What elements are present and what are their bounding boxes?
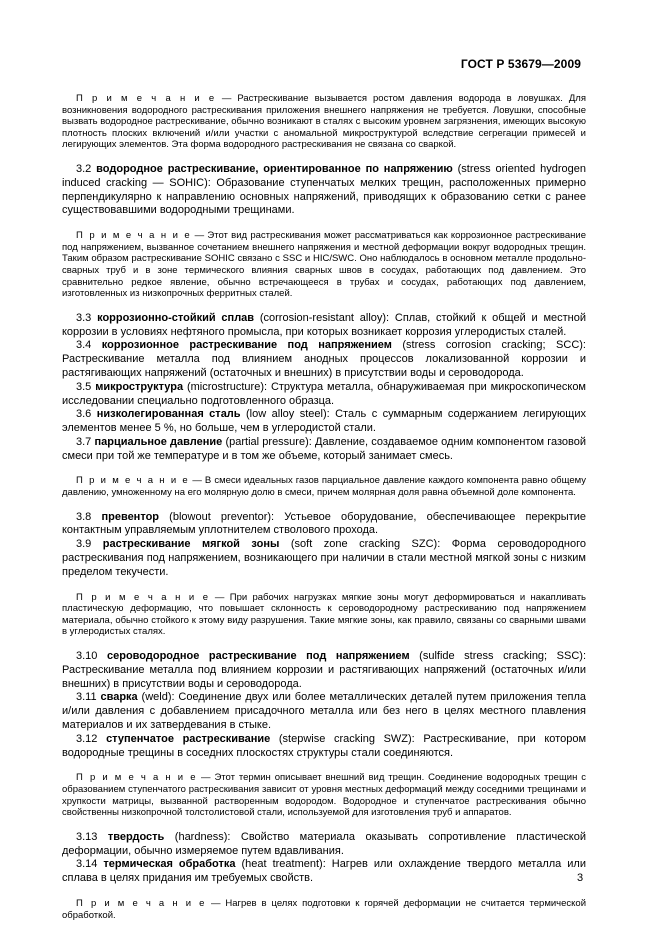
- note-paragraph: [62, 772, 586, 818]
- term-text: (stress corrosion cracking; SCC): Растрескивание металла под влиянием анодных процессов локализованной коррозии и растягивающих напряжений (остаточных и внешних) в присутствии воды и сероводорода.: [62, 339, 586, 379]
- note-paragraph: [62, 592, 586, 638]
- term-text: (sulfide stress cracking; SSC): Растрескивание металла под влиянием коррозии и растягивающих напряжений (остаточных и/или внешних) в присутствии воды и сероводорода.: [62, 650, 587, 690]
- term-definition: [62, 163, 586, 218]
- term-definition: [62, 339, 586, 380]
- term-number: 3.14: [76, 858, 98, 871]
- term-definition: [62, 733, 586, 761]
- term-name: низколегированная сталь: [96, 408, 241, 421]
- note-text: Растрескивание вызывается ростом давления водорода в ловушках. Для возникновения водородного растрескивания приложения внешнего напряжения не требуется. Ловушки, способные вызвать водородное растрескивание, обычно возникают в сталях с высоким уровнем загрязнения, имеющих высокую плотность плоских включений и/или участки с аномальной микроструктурой вследствие сегрегации примесей и легирующих элементов. Эта форма водородного растрескивания не связана со сваркой.: [62, 93, 586, 151]
- note-label: П р и м е ч а н и е: [76, 897, 207, 909]
- term-definition: [62, 650, 586, 691]
- term-definition: [62, 408, 586, 436]
- note-label: П р и м е ч а н и е: [76, 591, 210, 603]
- term-name: коррозионное растрескивание под напряжением: [101, 339, 392, 352]
- note-paragraph: [62, 230, 586, 300]
- note-dash: —: [197, 772, 215, 784]
- page-number: 3: [577, 872, 584, 884]
- term-definition: [62, 381, 586, 409]
- term-number: 3.12: [76, 732, 98, 745]
- note-dash: —: [206, 897, 226, 909]
- term-text: (weld): Соединение двух или более металлических деталей путем приложения тепла и/или давления с добавлением присадочного металла или без него в целях местного плавления материалов и их затвердевания в стыке.: [62, 691, 586, 732]
- term-number: 3.13: [76, 830, 98, 843]
- term-name: превентор: [101, 510, 160, 523]
- term-number: 3.3: [76, 311, 92, 324]
- term-name: сероводородное растрескивание под напряжением: [107, 650, 410, 663]
- note-label: П р и м е ч а н и е: [76, 93, 216, 104]
- term-text: (low alloy steel): Сталь с суммарным содержанием легирующих элементов менее 5 %, но больше, чем в углеродистой стали.: [62, 408, 586, 435]
- term-number: 3.9: [76, 538, 92, 551]
- term-definition: [62, 538, 586, 579]
- note-paragraph: [62, 475, 586, 498]
- term-number: 3.6: [76, 408, 92, 421]
- term-definition: [62, 858, 586, 886]
- note-paragraph: [62, 898, 586, 921]
- page-content: [62, 93, 586, 933]
- term-text: (soft zone cracking SZC): Форма сероводородного растрескивания под напряжением, возникающего при наличии в стали местной мягкой зоны с низким пределом текучести.: [62, 538, 586, 578]
- note-label: П р и м е ч а н и е: [76, 475, 190, 487]
- note-text: Этот термин описывает внешний вид трещин. Соединение водородных трещин с образованием ступенчатого растрескивания зависит от уровня местных деформаций между соседними трещинами и хрупкости матрицы, вызванной растворенным водородом. Водородное и ступенчатое растрескивания обычно свойственны низкопрочной толстолистовой стали, используемой для изготовления труб и аппаратов.: [62, 772, 586, 819]
- term-name: водородное растрескивание, ориентированное по напряжению: [96, 162, 453, 175]
- term-text: (heat treatment): Нагрев или охлаждение твердого металла или сплава в целях придания им требуемых свойств.: [62, 858, 586, 885]
- term-text: (hardness): Свойство материала оказывать сопротивление пластической деформации, обычно измеряемое путем вдавливания.: [62, 830, 587, 857]
- term-text: (stepwise cracking SWZ): Растрескивание, при котором водородные трещины в соседних плоскостях структуры стали соединяются.: [62, 732, 587, 759]
- term-number: 3.10: [76, 650, 98, 663]
- term-number: 3.11: [76, 691, 97, 704]
- term-text: (stress oriented hydrogen induced cracking — SOHIC): Образование ступенчатых мелких трещин, расположенных примерно перпендикулярно к направлению основных напряжений, приводящих к образованию сетки с ранее существовавшими водородными трещинами.: [62, 162, 587, 217]
- term-definition: [62, 831, 586, 859]
- term-number: 3.2: [76, 162, 92, 175]
- term-text: (corrosion-resistant alloy): Сплав, стойкий к общей и местной коррозии в условиях нефтяного промысла, при которых возникает коррозия углеродистых сталей.: [62, 311, 586, 338]
- note-text: В смеси идеальных газов парциальное давление каждого компонента равно общему давлению, умноженному на его молярную долю в смеси, причем молярная доля равна объемной доле компонента.: [62, 475, 586, 499]
- term-definition: [62, 691, 586, 732]
- term-text: (microstructure): Структура металла, обнаруживаемая при микроскопическом исследовании специально подготовленного образца.: [62, 380, 586, 407]
- term-definition: [62, 312, 586, 340]
- note-label: П р и м е ч а н и е: [76, 230, 192, 242]
- term-name: парциальное давление: [94, 435, 223, 448]
- note-text: При рабочих нагрузках мягкие зоны могут деформироваться и накапливать пластическую деформацию, что повышает склонность к сероводородному растрескиванию под напряжением материала, обычно стойкого к этому виду разрушения. Такие мягкие зоны, как правило, связаны со сварными швами в углеродистых сталях.: [62, 591, 586, 638]
- note-text: Этот вид растрескивания может рассматриваться как коррозионное растрескивание под напряжением, вызванное сочетанием внешнего напряжения и местной деформации вокруг водородных трещин. Таким образом растрескивание SOHIC связано с SSC и HIC/SWC. Оно наблюдалось в основном металле продольно-сварных труб и в зоне термического влияния сварных швов в сосудах, работающих под давлением. Это сравнительно редкое явление, обычно встречающееся в трубах и сосудах, работающих под давлением, изготовленных из низкопрочных ферритных сталей.: [62, 230, 586, 300]
- note-dash: —: [209, 591, 230, 603]
- term-definition: [62, 511, 586, 539]
- term-name: коррозионно-стойкий сплав: [97, 311, 255, 324]
- term-name: сварка: [100, 691, 138, 704]
- term-text: (blowout preventor): Устьевое оборудование, обеспечивающее перекрытие контактным управляемым уплотнителем стволового прохода.: [62, 510, 586, 537]
- note-dash: —: [191, 230, 208, 242]
- document-header: ГОСТ Р 53679—2009: [460, 57, 581, 71]
- term-number: 3.5: [76, 380, 92, 393]
- term-definition: [62, 436, 586, 464]
- term-name: твердость: [107, 830, 165, 843]
- note-dash: —: [215, 93, 238, 104]
- term-text: (partial pressure): Давление, создаваемое одним компонентом газовой смеси при той же температуре и в том же объеме, который занимает смесь.: [62, 435, 586, 462]
- term-number: 3.8: [76, 510, 92, 523]
- term-name: термическая обработка: [103, 858, 236, 871]
- term-name: растрескивание мягкой зоны: [102, 538, 280, 551]
- term-name: микроструктура: [95, 380, 184, 393]
- term-number: 3.4: [76, 339, 92, 352]
- term-name: ступенчатое растрескивание: [106, 732, 271, 745]
- note-dash: —: [189, 475, 205, 487]
- term-number: 3.7: [76, 435, 92, 448]
- note-paragraph: [62, 93, 586, 151]
- note-label: П р и м е ч а н и е: [76, 772, 198, 784]
- note-text: Нагрев в целях подготовки к горячей деформации не считается термической обработкой.: [62, 897, 586, 921]
